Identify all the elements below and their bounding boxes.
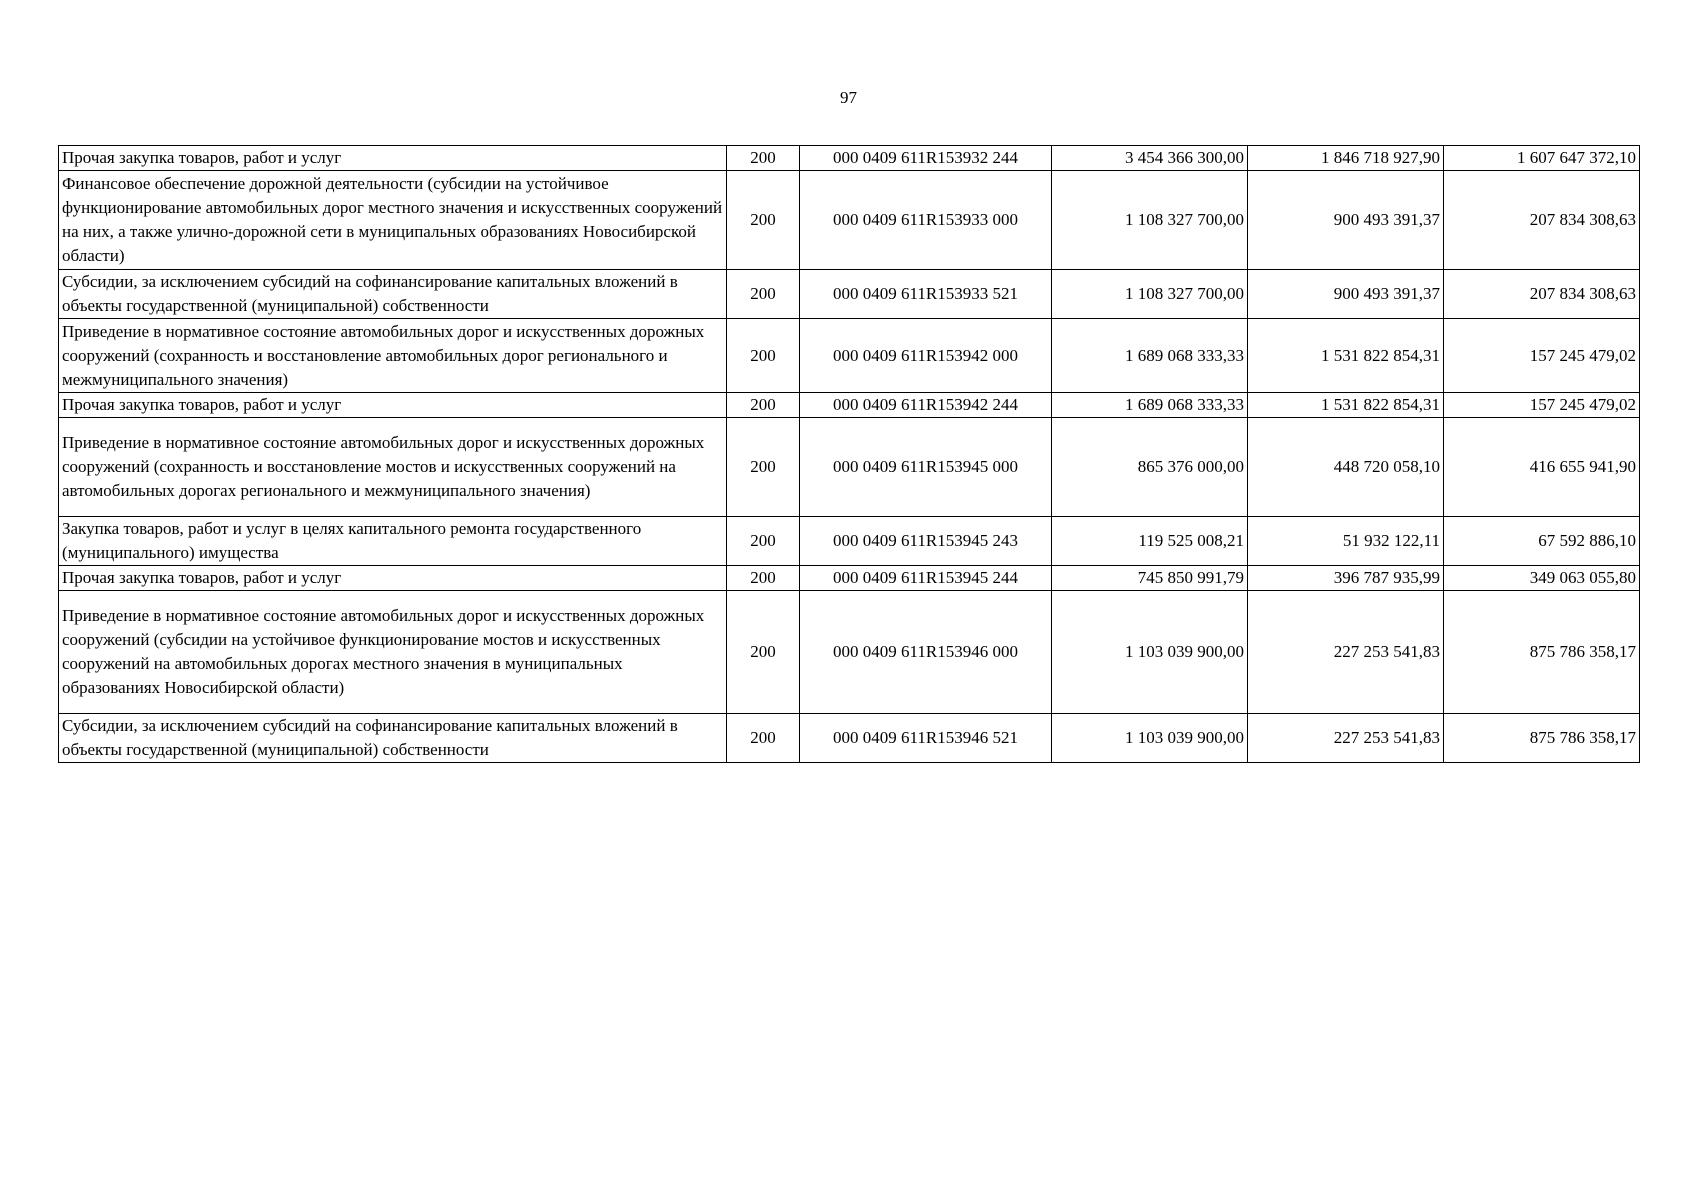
row-budget-code: 000 0409 611R153933 521: [800, 270, 1052, 319]
row-executed: 1 531 822 854,31: [1248, 319, 1444, 393]
row-budget-code: 000 0409 611R153945 243: [800, 517, 1052, 566]
row-budget-code: 000 0409 611R153945 000: [800, 418, 1052, 517]
row-admin-code: 200: [727, 319, 800, 393]
row-admin-code: 200: [727, 171, 800, 270]
row-admin-code: 200: [727, 566, 800, 591]
row-name: Закупка товаров, работ и услуг в целях капитального ремонта государственного (муниципального) имущества: [59, 517, 727, 566]
row-admin-code: 200: [727, 418, 800, 517]
row-approved: 1 103 039 900,00: [1052, 591, 1248, 714]
row-remaining: 875 786 358,17: [1444, 591, 1640, 714]
row-approved: 865 376 000,00: [1052, 418, 1248, 517]
row-approved: 1 689 068 333,33: [1052, 319, 1248, 393]
row-name: Субсидии, за исключением субсидий на софинансирование капитальных вложений в объекты государственной (муниципальной) собственности: [59, 270, 727, 319]
row-executed: 227 253 541,83: [1248, 714, 1444, 763]
table-row: [59, 714, 1640, 763]
table-row: [59, 171, 1640, 270]
row-admin-code: 200: [727, 146, 800, 171]
table-row: [59, 566, 1640, 591]
row-remaining: 875 786 358,17: [1444, 714, 1640, 763]
row-approved: 1 108 327 700,00: [1052, 270, 1248, 319]
table-row: [59, 418, 1640, 517]
row-approved: 1 108 327 700,00: [1052, 171, 1248, 270]
row-name: Субсидии, за исключением субсидий на софинансирование капитальных вложений в объекты государственной (муниципальной) собственности: [59, 714, 727, 763]
row-admin-code: 200: [727, 517, 800, 566]
row-executed: 1 846 718 927,90: [1248, 146, 1444, 171]
row-admin-code: 200: [727, 270, 800, 319]
table-row: [59, 319, 1640, 393]
budget-table: [58, 145, 1640, 763]
row-remaining: 1 607 647 372,10: [1444, 146, 1640, 171]
row-remaining: 67 592 886,10: [1444, 517, 1640, 566]
row-remaining: 349 063 055,80: [1444, 566, 1640, 591]
row-approved: 745 850 991,79: [1052, 566, 1248, 591]
row-remaining: 157 245 479,02: [1444, 393, 1640, 418]
row-budget-code: 000 0409 611R153946 000: [800, 591, 1052, 714]
row-remaining: 207 834 308,63: [1444, 171, 1640, 270]
row-executed: 900 493 391,37: [1248, 171, 1444, 270]
row-budget-code: 000 0409 611R153932 244: [800, 146, 1052, 171]
row-executed: 900 493 391,37: [1248, 270, 1444, 319]
page-number: 97: [840, 88, 857, 107]
table-row: [59, 517, 1640, 566]
row-budget-code: 000 0409 611R153946 521: [800, 714, 1052, 763]
row-remaining: 157 245 479,02: [1444, 319, 1640, 393]
row-executed: 51 932 122,11: [1248, 517, 1444, 566]
row-executed: 448 720 058,10: [1248, 418, 1444, 517]
row-approved: 1 689 068 333,33: [1052, 393, 1248, 418]
row-approved: 3 454 366 300,00: [1052, 146, 1248, 171]
row-admin-code: 200: [727, 393, 800, 418]
row-executed: 1 531 822 854,31: [1248, 393, 1444, 418]
row-budget-code: 000 0409 611R153942 000: [800, 319, 1052, 393]
row-remaining: 416 655 941,90: [1444, 418, 1640, 517]
row-name: Прочая закупка товаров, работ и услуг: [59, 393, 727, 418]
row-executed: 227 253 541,83: [1248, 591, 1444, 714]
row-budget-code: 000 0409 611R153942 244: [800, 393, 1052, 418]
row-admin-code: 200: [727, 714, 800, 763]
row-approved: 119 525 008,21: [1052, 517, 1248, 566]
row-name: Приведение в нормативное состояние автомобильных дорог и искусственных дорожных сооружений (сохранность и восстановление автомобильных дорог регионального и межмуниципального значения): [59, 319, 727, 393]
table-row: [59, 270, 1640, 319]
row-name: Прочая закупка товаров, работ и услуг: [59, 566, 727, 591]
table-row: [59, 591, 1640, 714]
row-name: Прочая закупка товаров, работ и услуг: [59, 146, 727, 171]
row-name: Приведение в нормативное состояние автомобильных дорог и искусственных дорожных сооружений (сохранность и восстановление мостов и искусственных сооружений на автомобильных дорогах регионального и межмуниципального значения): [59, 418, 727, 517]
table-row: [59, 146, 1640, 171]
row-budget-code: 000 0409 611R153945 244: [800, 566, 1052, 591]
row-name: Финансовое обеспечение дорожной деятельности (субсидии на устойчивое функционирование автомобильных дорог местного значения и искусственных сооружений на них, а также улично-дорожной сети в муниципальных образованиях Новосибирской области): [59, 171, 727, 270]
row-budget-code: 000 0409 611R153933 000: [800, 171, 1052, 270]
table-row: [59, 393, 1640, 418]
row-executed: 396 787 935,99: [1248, 566, 1444, 591]
row-remaining: 207 834 308,63: [1444, 270, 1640, 319]
row-approved: 1 103 039 900,00: [1052, 714, 1248, 763]
row-admin-code: 200: [727, 591, 800, 714]
row-name: Приведение в нормативное состояние автомобильных дорог и искусственных дорожных сооружений (субсидии на устойчивое функционирование мостов и искусственных сооружений на автомобильных дорогах местного значения в муниципальных образованиях Новосибирской области): [59, 591, 727, 714]
